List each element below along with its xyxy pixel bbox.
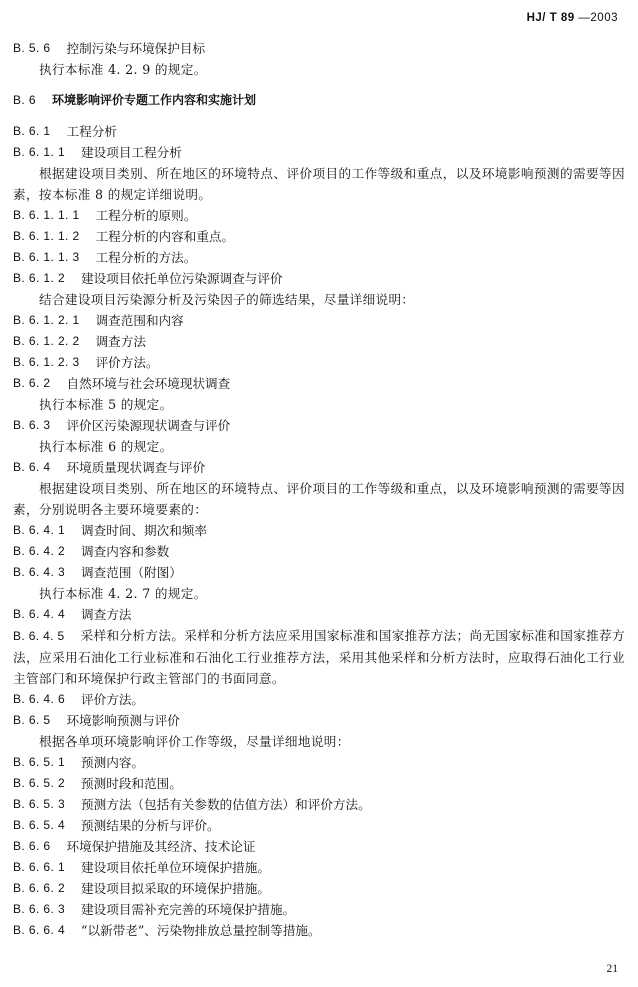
clause-heading (13, 38, 625, 59)
clause-heading (13, 920, 625, 941)
clause-title: 环境影响评价专题工作内容和实施计划 (51, 93, 256, 107)
clause-heading (13, 794, 625, 815)
clause-number: B. 6. 1. 2. 3 (13, 355, 80, 369)
page-header (527, 12, 618, 24)
clause-heading (13, 142, 625, 163)
clause-number: B. 6. 2 (13, 376, 51, 390)
clause-title: 工程分析 (66, 124, 117, 139)
clause-heading (13, 415, 625, 436)
clause-title: 预测方法（包括有关参数的估值方法）和评价方法。 (81, 797, 371, 812)
clause-number: B. 6. 5. 2 (13, 776, 66, 790)
clause-heading (13, 457, 625, 478)
clause-heading (13, 205, 625, 226)
clause-heading (13, 773, 625, 794)
clause-heading (13, 899, 625, 920)
clause-title: 建设项目依托单位污染源调查与评价 (81, 271, 283, 286)
clause-title: 控制污染与环境保护目标 (66, 41, 206, 56)
clause-title: 环境保护措施及其经济、技术论证 (66, 839, 256, 854)
clause-title: 环境质量现状调查与评价 (66, 460, 206, 475)
clause-number: B. 6. 6 (13, 839, 51, 853)
clause-number: B. 6. 5 (13, 713, 51, 727)
clause-text: 采样和分析方法。采样和分析方法应采用国家标准和国家推荐方法；尚无国家标准和国家推荐方法，应采用石油化工行业标准和石油化工行业推荐方法，采用其他采样和分析方法时，应取得石油化工行业主管部门和环境保护行政主管部门的书面同意。 (13, 628, 626, 686)
clause-number: B. 6 (13, 93, 36, 107)
clause-heading (13, 857, 625, 878)
clause-heading (13, 247, 625, 268)
clause-heading (13, 541, 625, 562)
clause-title: 评价方法。 (95, 355, 159, 370)
clause-title: 建设项目依托单位环境保护措施。 (81, 860, 270, 875)
clause-title: 环境影响预测与评价 (66, 713, 180, 728)
clause-title: “以新带老”、污染物排放总量控制等措施。 (81, 923, 321, 938)
clause-number: B. 6. 3 (13, 418, 51, 432)
clause-heading (13, 373, 625, 394)
clause-heading (13, 562, 625, 583)
clause-heading (13, 604, 625, 625)
clause-number: B. 6. 1. 2. 1 (13, 313, 80, 327)
clause-title: 工程分析的内容和重点。 (95, 229, 235, 244)
clause-heading (13, 752, 625, 773)
clause-heading (13, 689, 625, 710)
clause-title: 自然环境与社会环境现状调查 (66, 376, 231, 391)
clause-heading (13, 226, 625, 247)
clause-title: 调查方法 (81, 607, 132, 622)
clause-title: 工程分析的原则。 (95, 208, 197, 223)
clause-number: B. 6. 5. 4 (13, 818, 66, 832)
clause-number: B. 6. 4. 1 (13, 523, 66, 537)
clause-title: 预测结果的分析与评价。 (81, 818, 220, 833)
clause-number: B. 6. 1. 1. 1 (13, 208, 80, 222)
body-paragraph: 执行本标准 4. 2. 9 的规定。 (39, 62, 207, 77)
clause-number: B. 6. 1. 1 (13, 145, 66, 159)
body-paragraph: 执行本标准 6 的规定。 (39, 439, 173, 454)
clause-heading (13, 710, 625, 731)
clause-number: B. 6. 4. 3 (13, 565, 66, 579)
clause-title: 评价区污染源现状调查与评价 (66, 418, 231, 433)
clause-number: B. 6. 1. 1. 3 (13, 250, 80, 264)
clause-heading (13, 352, 625, 373)
body-paragraph: 根据建设项目类别、所在地区的环境特点、评价项目的工作等级和重点，以及环境影响预测的需要等因素，按本标准 8 的规定详细说明。 (13, 166, 625, 202)
body-paragraph: 根据各单项环境影响评价工作等级，尽量详细地说明： (39, 734, 350, 749)
clause-number: B. 6. 1. 1. 2 (13, 229, 80, 243)
clause-title: 建设项目工程分析 (81, 145, 182, 160)
clause-heading (13, 268, 625, 289)
clause-number: B. 6. 4. 4 (13, 607, 66, 621)
document-body (13, 38, 625, 941)
clause-title: 预测内容。 (81, 755, 144, 770)
clause-number: B. 6. 6. 1 (13, 860, 66, 874)
clause-number: B. 6. 4. 2 (13, 544, 66, 558)
clause-number: B. 6. 1. 2 (13, 271, 66, 285)
body-paragraph: 执行本标准 5 的规定。 (39, 397, 173, 412)
body-paragraph: 结合建设项目污染源分析及污染因子的筛选结果，尽量详细说明： (39, 292, 415, 307)
clause-heading (13, 310, 625, 331)
clause-heading (13, 878, 625, 899)
section-heading (13, 90, 625, 111)
clause-title: 调查时间、期次和频率 (81, 523, 207, 538)
standard-year: —2003 (578, 12, 618, 24)
clause-title: 评价方法。 (81, 692, 144, 707)
clause-number: B. 6. 6. 4 (13, 923, 66, 937)
clause-title: 建设项目需补充完善的环境保护措施。 (81, 902, 296, 917)
clause-heading (13, 331, 625, 352)
clause-number: B. 6. 4 (13, 460, 51, 474)
body-paragraph: 执行本标准 4. 2. 7 的规定。 (39, 586, 207, 601)
page-number: 21 (606, 963, 618, 975)
clause-number: B. 6. 5. 1 (13, 755, 66, 769)
clause-title: 调查方法 (95, 334, 146, 349)
clause-number: B. 6. 4. 6 (13, 692, 66, 706)
clause-title: 工程分析的方法。 (95, 250, 197, 265)
clause-title: 调查范围（附图） (81, 565, 182, 580)
standard-code: HJ/ T 89 (526, 12, 575, 24)
clause-heading (13, 520, 625, 541)
clause-paragraph (13, 625, 625, 689)
clause-number: B. 6. 1. 2. 2 (13, 334, 80, 348)
clause-heading (13, 836, 625, 857)
clause-number: B. 6. 1 (13, 124, 51, 138)
clause-title: 建设项目拟采取的环境保护措施。 (81, 881, 270, 896)
clause-number: B. 6. 5. 3 (13, 797, 66, 811)
clause-number: B. 5. 6 (13, 41, 51, 55)
clause-number: B. 6. 6. 2 (13, 881, 66, 895)
clause-number: B. 6. 6. 3 (13, 902, 66, 916)
clause-title: 预测时段和范围。 (81, 776, 182, 791)
clause-title: 调查内容和参数 (81, 544, 170, 559)
clause-title: 调查范围和内容 (95, 313, 184, 328)
clause-number: B. 6. 4. 5 (13, 629, 65, 643)
body-paragraph: 根据建设项目类别、所在地区的环境特点、评价项目的工作等级和重点，以及环境影响预测的需要等因素，分别说明各主要环境要素的： (13, 481, 625, 517)
clause-heading (13, 815, 625, 836)
clause-heading (13, 121, 625, 142)
